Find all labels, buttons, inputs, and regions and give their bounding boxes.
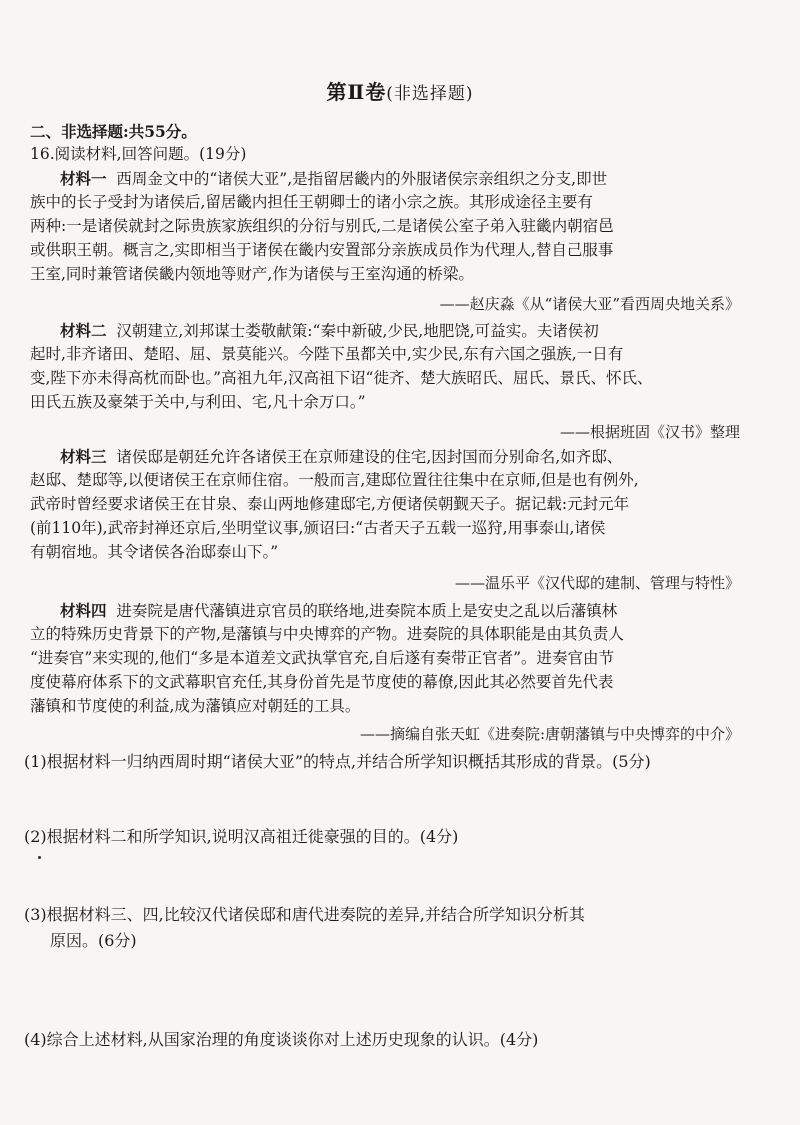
material2-line: 变,陛下亦未得高枕而卧也。”高祖九年,汉高祖下诏“徙齐、楚大族昭氏、屈氏、景氏、怀氏、: [30, 369, 653, 387]
material3-label: 材料三: [60, 447, 107, 466]
material1-line: 王室,同时兼管诸侯畿内领地等财产,作为诸侯与王室沟通的桥梁。: [30, 265, 474, 283]
question-4: (4)综合上述材料,从国家治理的角度谈谈你对上述历史现象的认识。(4分): [24, 1030, 539, 1049]
material4-line: 立的特殊历史背景下的产物,是藩镇与中央博弈的产物。进奏院的具体职能是由其负责人: [30, 625, 624, 643]
scan-speck: [38, 856, 41, 859]
question-3-continued: 原因。(6分): [50, 931, 137, 950]
question-1: (1)根据材料一归纳西周时期“诸侯大亚”的特点,并结合所学知识概括其形成的背景。(5分): [24, 752, 651, 771]
material4-source: ——摘编自张天虹《进奏院:唐朝藩镇与中央博弈的中介》: [359, 725, 740, 743]
material1-line: 材料一 西周金文中的“诸侯大亚”,是指留居畿内的外服诸侯宗亲组织之分支,即世: [60, 169, 608, 188]
material1-line: 两种:一是诸侯就封之际贵族家族组织的分衍与别氏,二是诸侯公室子弟入驻畿内朝宿邑: [30, 217, 614, 235]
question-3: (3)根据材料三、四,比较汉代诸侯邸和唐代进奏院的差异,并结合所学知识分析其: [24, 905, 585, 924]
material3-line: 材料三 诸侯邸是朝廷允许各诸侯王在京师建设的住宅,因封国而分别命名,如齐邸、: [60, 447, 623, 466]
material3-line: 武帝时曾经要求诸侯王在甘泉、泰山两地修建邸宅,方便诸侯朝觐天子。据记载:元封元年: [30, 495, 630, 513]
material2-line: 材料二 汉朝建立,刘邦谋士娄敬献策:“秦中新破,少民,地肥饶,可益实。夫诸侯初: [60, 321, 599, 340]
material4-line: “进奏官”来实现的,他们“多是本道差文武执掌官充,自后遂有奏带正官者”。进奏官由节: [30, 649, 615, 667]
material2-label: 材料二: [60, 321, 107, 340]
title-main: 第Ⅱ卷: [326, 80, 387, 104]
material4-label: 材料四: [60, 601, 107, 620]
material3-source: ——温乐平《汉代邸的建制、管理与特性》: [454, 574, 740, 592]
material3-line: 赵邸、楚邸等,以便诸侯王在京师住宿。一般而言,建邸位置往往集中在京师,但是也有例外,: [30, 471, 639, 489]
material2-line: 起时,非齐诸田、楚昭、屈、景莫能兴。今陛下虽都关中,实少民,东有六国之强族,一日有: [30, 345, 624, 363]
material3-line: 有朝宿地。其令诸侯各治邸泰山下。”: [30, 543, 279, 561]
material1-line: 族中的长子受封为诸侯后,留居畿内担任王朝卿士的诸小宗之族。其形成途径主要有: [30, 193, 593, 211]
question-16-header: 16.阅读材料,回答问题。(19分): [30, 145, 247, 163]
question-2: (2)根据材料二和所学知识,说明汉高祖迁徙豪强的目的。(4分): [24, 827, 459, 846]
title-sub: (非选择题): [386, 84, 474, 104]
material4-line: 度使幕府体系下的文武幕职官充任,其身份首先是节度使的幕僚,因此其必然要首先代表: [30, 673, 614, 691]
material3-line: (前110年),武帝封禅还京后,坐明堂议事,颁诏曰:“古者天子五载一巡狩,用事泰山,诸侯: [30, 519, 606, 537]
material1-line: 或供职王朝。概言之,实即相当于诸侯在畿内安置部分亲族成员作为代理人,替自己服事: [30, 241, 614, 259]
material4-line: 材料四 进奏院是唐代藩镇进京官员的联络地,进奏院本质上是安史之乱以后藩镇林: [60, 601, 618, 620]
material4-line: 藩镇和节度使的利益,成为藩镇应对朝廷的工具。: [30, 697, 361, 715]
page-title: [0, 76, 800, 105]
section-heading: 二、非选择题:共55分。: [30, 122, 197, 141]
material2-source: ——根据班固《汉书》整理: [559, 423, 740, 441]
material2-line: 田氏五族及豪桀于关中,与利田、宅,凡十余万口。”: [30, 393, 366, 411]
material1-label: 材料一: [60, 169, 107, 188]
material1-source: ——赵庆淼《从“诸侯大亚”看西周央地关系》: [439, 295, 740, 313]
